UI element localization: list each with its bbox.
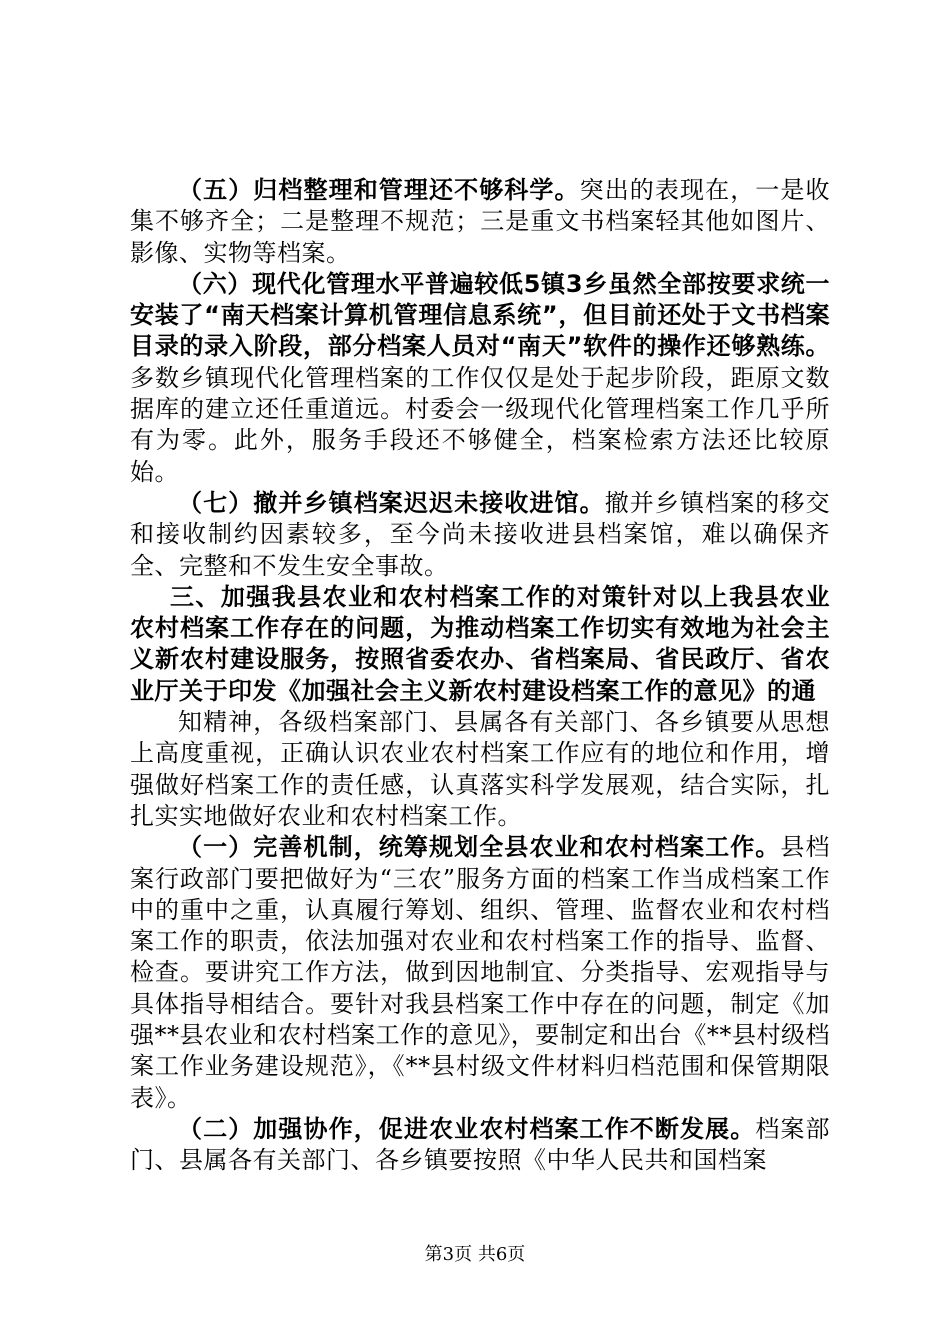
paragraph-heading: （七）撤并乡镇档案迟迟未接收进馆。 [178, 488, 605, 517]
paragraph-2 [130, 1114, 830, 1177]
document-body [130, 175, 830, 1177]
paragraph-text: 突出的表现在，一是收集不够齐全；二是整理不规范；三是重文书档案轻其他如图片、影像、实物等档案。 [130, 176, 831, 267]
paragraph-text: 知精神，各级档案部门、县属各有关部门、各乡镇要从思想上高度重视，正确认识农业农村档案工作应有的地位和作用，增强做好档案工作的责任感，认真落实科学发展观，结合实际，扎扎实实地做好农业和农村档案工作。 [130, 708, 830, 830]
page-total: 共6页 [477, 1244, 526, 1265]
section-heading-text: 三、加强我县农业和农村档案工作的对策针对以上我县农业农村档案工作存在的问题，为推动档案工作切实有效地为社会主义新农村建设服务，按照省委农办、省档案局、省民政厅、省农业厅关于印发《加强社会主义新农村建设档案工作的意见》的通 [130, 582, 830, 705]
paragraph-heading: （六）现代化管理水平普遍较低5镇3乡虽然全部按要求统一安装了“南天档案计算机管理信息系统”，但目前还处于文书档案目录的录入阶段，部分档案人员对“南天”软件的操作还够熟练。 [130, 269, 830, 361]
paragraph-continuation [130, 707, 830, 832]
paragraph-heading: （二）加强协作，促进农业农村档案工作不断发展。 [178, 1114, 756, 1143]
paragraph-1 [130, 832, 830, 1114]
paragraph-6 [130, 269, 830, 488]
page-number: 第3页 [424, 1244, 473, 1265]
paragraph-5 [130, 175, 830, 269]
paragraph-7 [130, 488, 830, 582]
paragraph-text: 撤并乡镇档案的移交和接收制约因素较多，至今尚未接收进县档案馆，难以确保齐全、完整和不发生安全事故。 [130, 488, 831, 580]
page-footer [0, 1244, 950, 1266]
paragraph-text: 多数乡镇现代化管理档案的工作仅仅是处于起步阶段，距原文数据库的建立还任重道远。村委会一级现代化管理档案工作几乎所有为零。此外，服务手段还不够健全，档案检索方法还比较原始。 [130, 363, 830, 486]
paragraph-text: 县档案行政部门要把做好为“三农”服务方面的档案工作当成档案工作中的重中之重，认真履行筹划、组织、管理、监督农业和农村档案工作的职责，依法加强对农业和农村档案工作的指导、监督、检查。要讲究工作方法，做到因地制宜、分类指导、宏观指导与具体指导相结合。要针对我县档案工作中存在的问题，制定《加强**县农业和农村档案工作的意见》，要制定和出台《**县村级档案工作业务建设规范》，《**县村级文件材料归档范围和保管期限表》。 [130, 833, 831, 1112]
paragraph-heading: （五）归档整理和管理还不够科学。 [178, 176, 580, 204]
section-heading-3 [130, 582, 830, 707]
paragraph-text: 档案部门、县属各有关部门、各乡镇要按照《中华人民共和国档案 [130, 1114, 831, 1175]
paragraph-heading: （一）完善机制，统筹规划全县农业和农村档案工作。 [178, 833, 781, 862]
